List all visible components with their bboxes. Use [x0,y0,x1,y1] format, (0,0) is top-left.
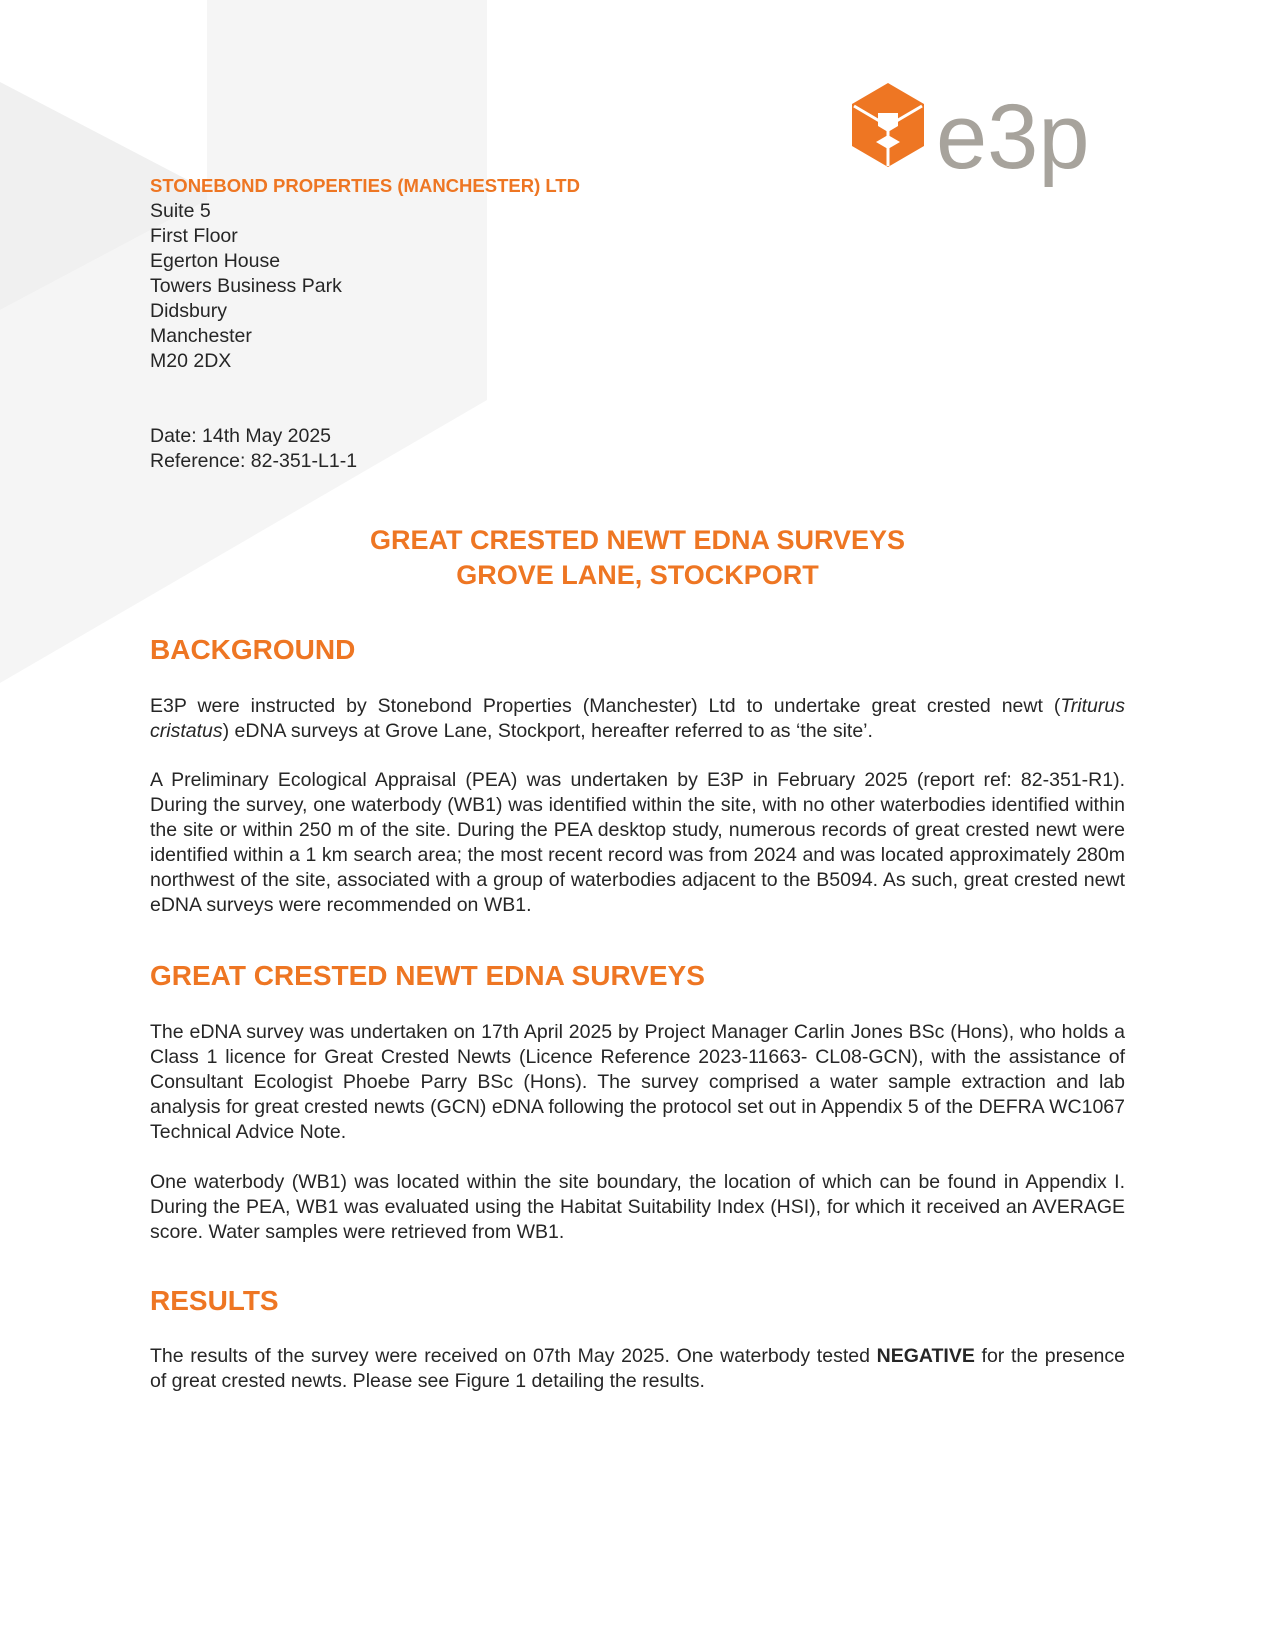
svg-text:e3p: e3p [936,86,1090,188]
result-negative: NEGATIVE [876,1345,975,1367]
letter-reference: Reference: 82-351-L1-1 [150,450,358,472]
title-line-1: GREAT CRESTED NEWT EDNA SURVEYS [369,525,906,555]
heading-results: RESULTS [150,1285,279,1316]
address-line: Didsbury [150,300,227,322]
letter-meta [150,424,1125,474]
address-line: Towers Business Park [150,275,342,297]
recipient-address [150,199,1125,374]
address-line: Manchester [150,325,252,347]
address-line: First Floor [150,225,238,247]
title-line-2: GROVE LANE, STOCKPORT [456,560,819,590]
text: E3P were instructed by Stonebond Properties (Manchester) Ltd to undertake great crested newt ( [150,695,1061,717]
background-paragraph-1 [150,694,1125,744]
text: The results of the survey were received on 07th May 2025. One waterbody tested [150,1345,877,1367]
text: for the presence of great crested newts. Please see Figure 1 detailing the results. [150,1345,1125,1392]
address-line: Suite 5 [150,200,211,222]
address-line: Egerton House [150,250,281,272]
results-paragraph [150,1344,1125,1394]
recipient-company: STONEBOND PROPERTIES (MANCHESTER) LTD [150,175,580,196]
species-name: Triturus cristatus [150,695,1125,742]
text: ) eDNA surveys at Grove Lane, Stockport, hereafter referred to as ‘the site’. [222,720,873,742]
letter-date: Date: 14th May 2025 [150,425,332,447]
heading-background: BACKGROUND [150,634,356,665]
address-line: M20 2DX [150,350,232,372]
document-title [150,523,1125,593]
heading-surveys: GREAT CRESTED NEWT EDNA SURVEYS [150,960,705,991]
background-paragraph-2: A Preliminary Ecological Appraisal (PEA) was undertaken by E3P in February 2025 (report ref: 82-351-R1). During the survey, one waterbody (WB1) was identified within the site, with no other waterbodies identified within the site or within 250 m of the site. During the PEA desktop study, numerous records of great crested newt were identified within a 1 km search area; the most recent record was from 2024 and was located approximately 280m northwest of the site, associated with a group of waterbodies adjacent to the B5094. As such, great crested newt eDNA surveys were recommended on WB1. [150,769,1125,916]
surveys-paragraph-2: One waterbody (WB1) was located within the site boundary, the location of which can be found in Appendix I. During the PEA, WB1 was evaluated using the Habitat Suitability Index (HSI), for which it received an AVERAGE score. Water samples were retrieved from WB1. [150,1171,1125,1243]
surveys-paragraph-1: The eDNA survey was undertaken on 17th April 2025 by Project Manager Carlin Jones BSc (Hons), who holds a Class 1 licence for Great Crested Newts (Licence Reference 2023-11663- CL08-GCN), with the assistance of Consultant Ecologist Phoebe Parry BSc (Hons). The survey comprised a water sample extraction and lab analysis for great crested newts (GCN) eDNA following the protocol set out in Appendix 5 of the DEFRA WC1067 Technical Advice Note. [150,1021,1125,1143]
